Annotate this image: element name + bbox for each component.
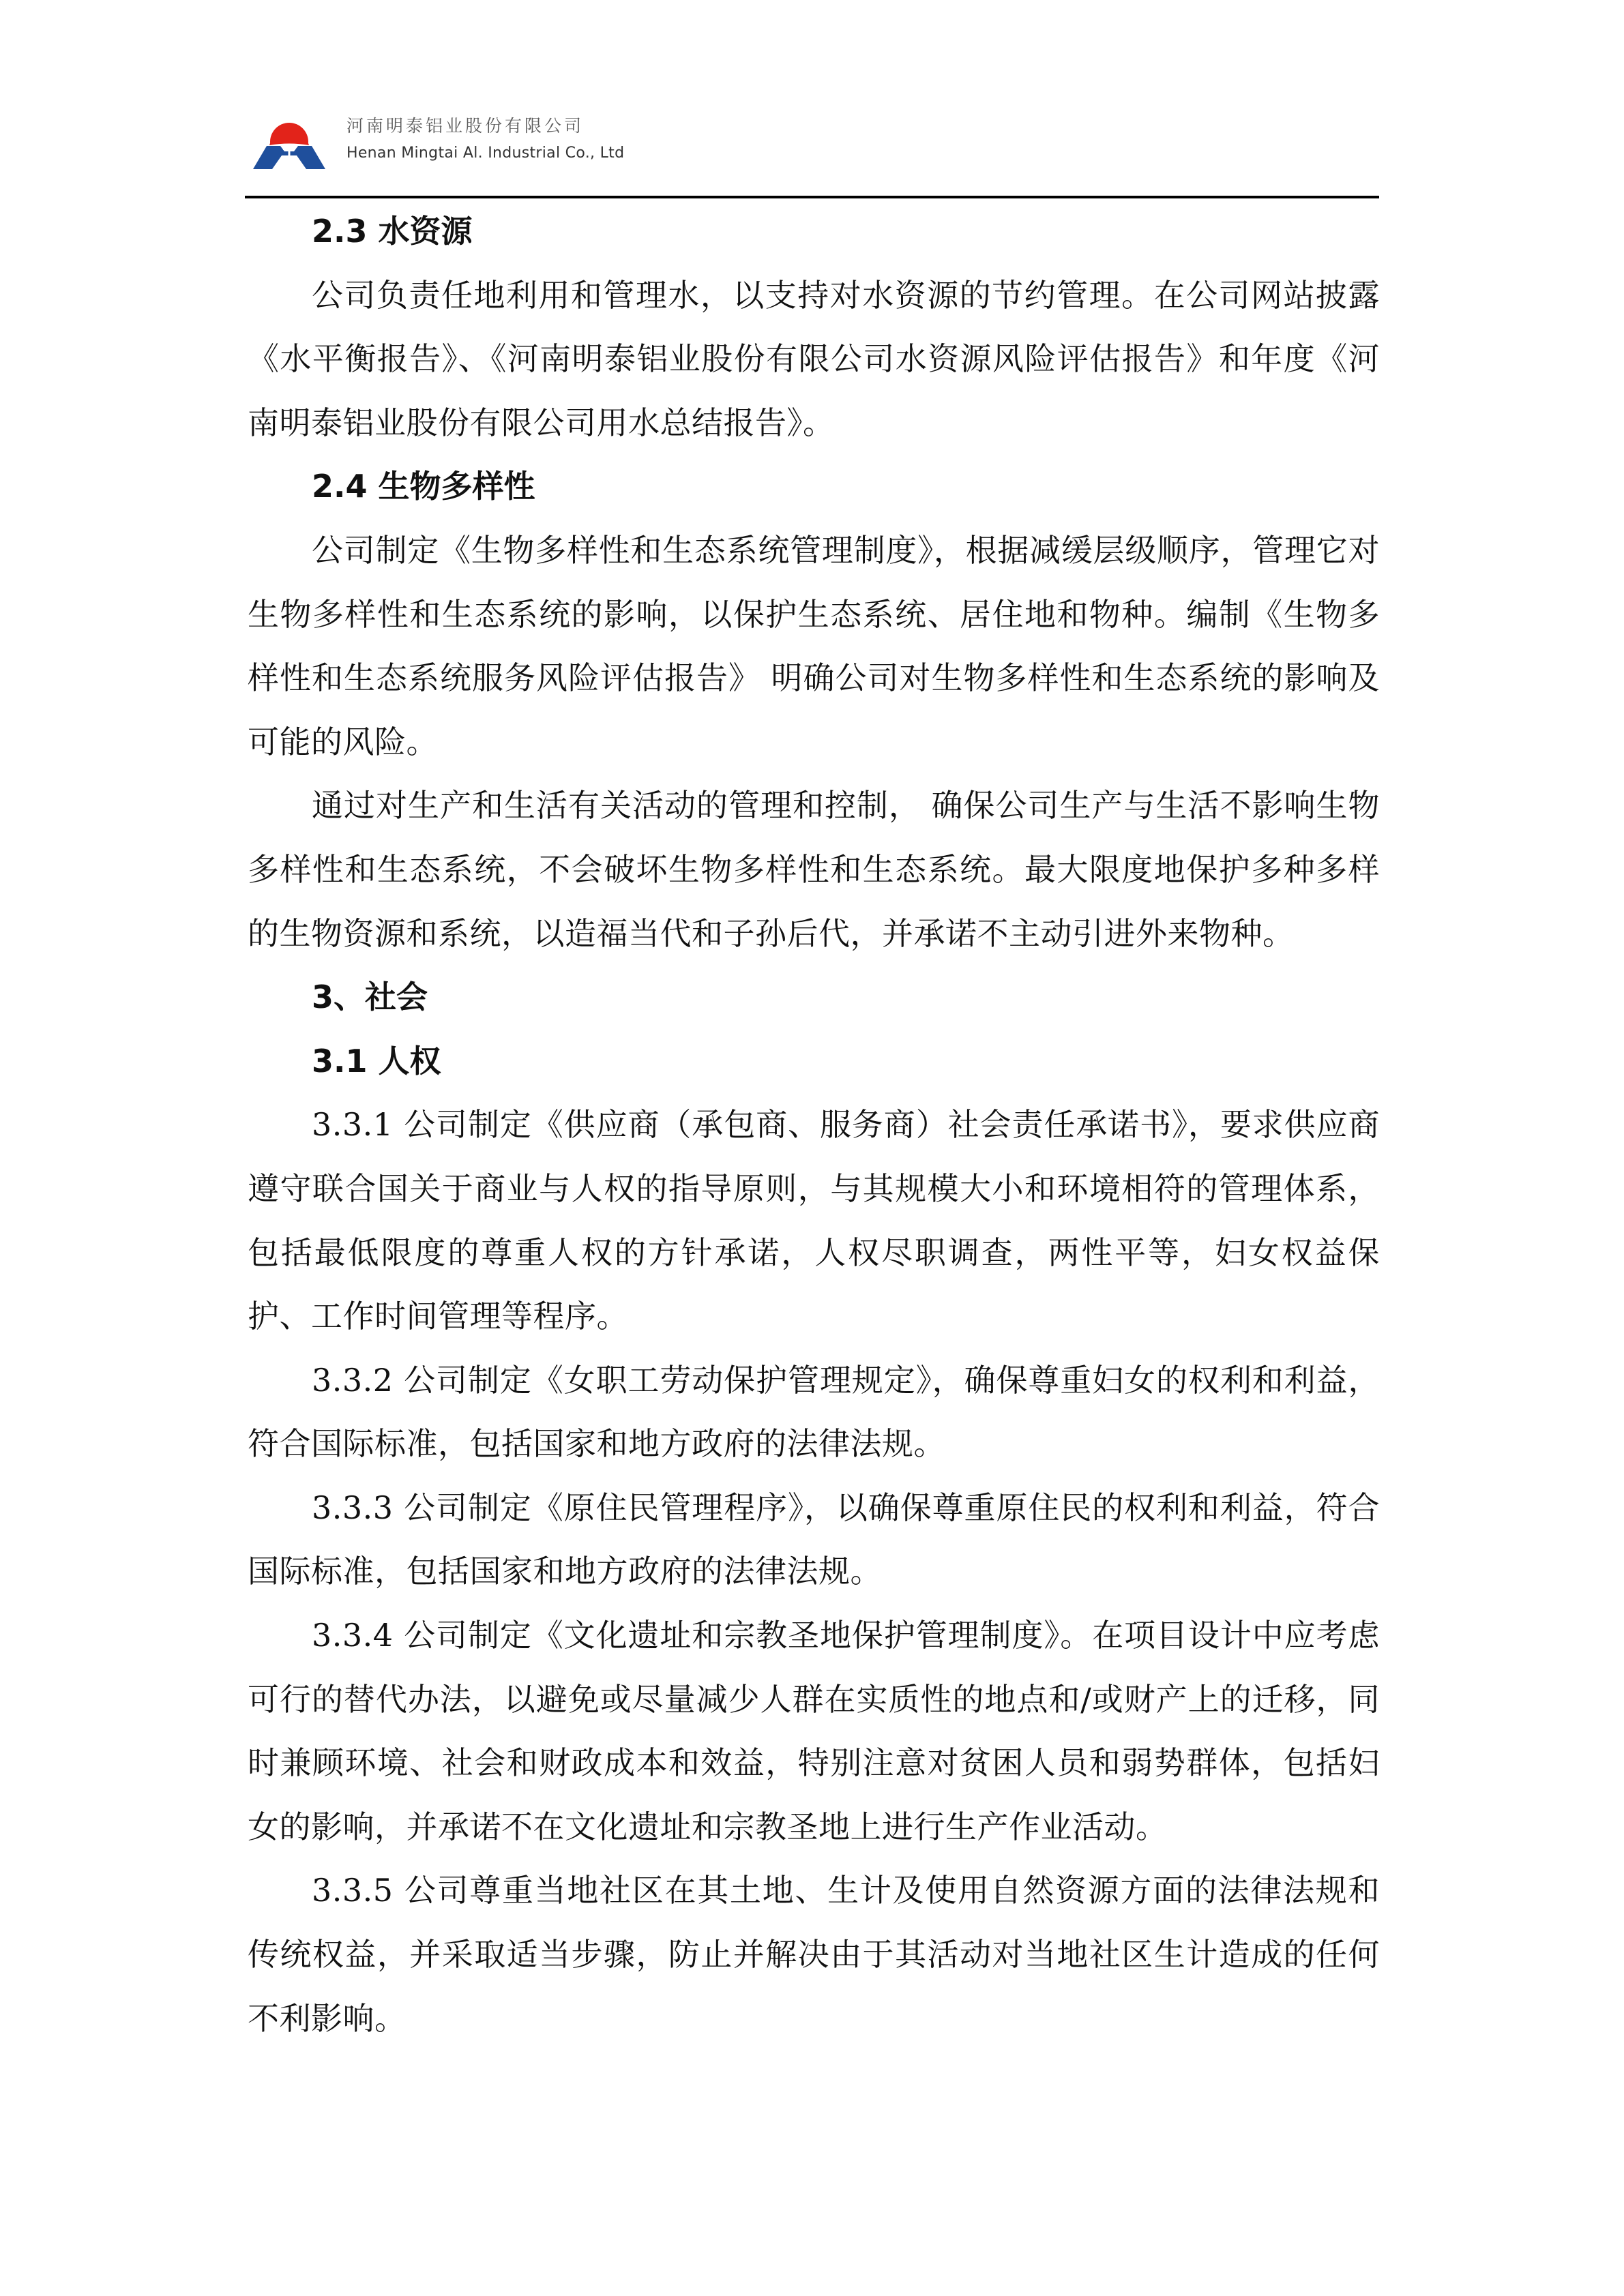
- document-body: [248, 200, 1380, 2051]
- paragraph-3-3-5: 3.3.5 公司尊重当地社区在其土地、生计及使用自然资源方面的法律法规和传统权益，并采取适当步骤，防止并解决由于其活动对当地社区生计造成的任何不利影响。: [248, 1872, 1380, 2037]
- paragraph-3-3-4: 3.3.4 公司制定《文化遗址和宗教圣地保护管理制度》。在项目设计中应考虑可行的替代办法，以避免或尽量减少人群在实质性的地点和/或财产上的迁移，同时兼顾环境、社会和财政成本和效益，特别注意对贫困人员和弱势群体，包括妇女的影响，并承诺不在文化遗址和宗教圣地上进行生产作业活动。: [248, 1617, 1380, 1845]
- paragraph-biodiversity-policy: 公司制定《生物多样性和生态系统管理制度》，根据减缓层级顺序，管理它对生物多样性和生态系统的影响，以保护生态系统、居住地和物种。编制《生物多样性和生态系统服务风险评估报告》 明确公司对生物多样性和生态系统的影响及可能的风险。: [248, 531, 1380, 760]
- paragraph-3-3-3: 3.3.3 公司制定《原住民管理程序》，以确保尊重原住民的权利和利益，符合国际标准，包括国家和地方政府的法律法规。: [248, 1489, 1380, 1590]
- header-divider: [245, 196, 1379, 198]
- company-logo-icon: [252, 116, 327, 170]
- company-name-en: Henan Mingtai Al. Industrial Co., Ltd: [346, 145, 625, 162]
- page-header: [245, 109, 1379, 205]
- section-heading-3: 3、社会: [312, 979, 428, 1016]
- paragraph-water-resources: 公司负责任地利用和管理水，以支持对水资源的节约管理。在公司网站披露《水平衡报告》、《河南明泰铝业股份有限公司水资源风险评估报告》和年度《河南明泰铝业股份有限公司用水总结报告》。: [248, 276, 1380, 441]
- company-name-cn: 河南明泰铝业股份有限公司: [346, 116, 585, 136]
- section-heading-2-4: 2.4 生物多样性: [312, 468, 535, 505]
- section-heading-2-3: 2.3 水资源: [312, 213, 473, 250]
- paragraph-biodiversity-control: 通过对生产和生活有关活动的管理和控制， 确保公司生产与生活不影响生物多样性和生态系统，不会破坏生物多样性和生态系统。最大限度地保护多种多样的生物资源和系统，以造福当代和子孙后代，并承诺不主动引进外来物种。: [248, 787, 1380, 952]
- paragraph-3-3-2: 3.3.2 公司制定《女职工劳动保护管理规定》，确保尊重妇女的权利和利益，符合国际标准，包括国家和地方政府的法律法规。: [248, 1361, 1380, 1463]
- paragraph-3-3-1: 3.3.1 公司制定《供应商（承包商、服务商）社会责任承诺书》，要求供应商遵守联合国关于商业与人权的指导原则，与其规模大小和环境相符的管理体系，包括最低限度的尊重人权的方针承诺，人权尽职调查，两性平等，妇女权益保护、工作时间管理等程序。: [248, 1106, 1380, 1335]
- section-heading-3-1: 3.1 人权: [312, 1042, 441, 1079]
